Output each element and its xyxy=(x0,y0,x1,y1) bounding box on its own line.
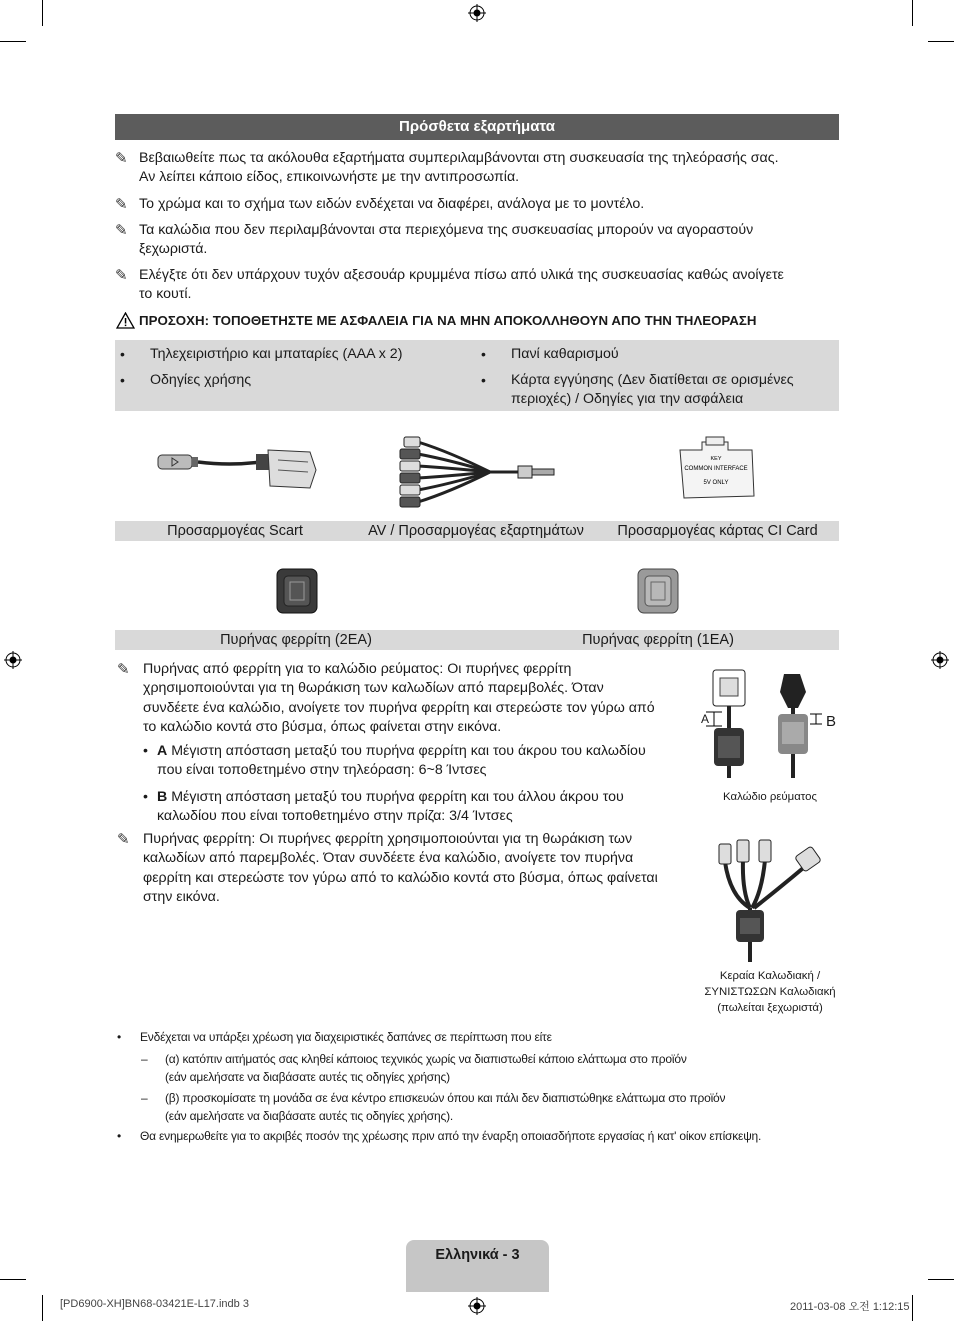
caption-ci: Προσαρμογέας κάρτας CI Card xyxy=(617,523,818,539)
registration-mark-icon xyxy=(931,651,949,669)
crop-mark xyxy=(912,0,913,26)
caption-ferrite-1ea: Πυρήνας φερρίτη (1EA) xyxy=(582,632,734,648)
caption-scart: Προσαρμογέας Scart xyxy=(167,523,303,539)
imprint-date: 2011-03-08 오전 1:12:15 xyxy=(790,1301,910,1313)
pencil-note-icon: ✎ xyxy=(115,267,128,284)
registration-mark-icon xyxy=(468,1297,486,1315)
pencil-note-icon: ✎ xyxy=(115,196,128,213)
pencil-note-icon: ✎ xyxy=(117,831,130,848)
label-a: A xyxy=(701,712,710,726)
power-cable-caption: Καλώδιο ρεύματος xyxy=(723,791,817,803)
svg-text:COMMON INTERFACE: COMMON INTERFACE xyxy=(684,466,748,472)
pencil-note-icon: ✎ xyxy=(115,150,128,167)
crop-mark xyxy=(912,1295,913,1321)
ferrite-caption-row xyxy=(115,630,839,650)
crop-mark xyxy=(42,1295,43,1321)
list-item: • Κάρτα εγγύησης (Δεν διατίθεται σε ορισμένες περιοχές) / Οδηγίες για την ασφάλεια xyxy=(481,372,794,407)
accessory-caption-row xyxy=(115,521,839,541)
warning-icon xyxy=(116,312,135,329)
ferrite-core-2ea-image xyxy=(276,568,318,614)
registration-mark-icon xyxy=(468,4,486,22)
section-title: Πρόσθετα εξαρτήματα xyxy=(115,114,839,140)
crop-mark xyxy=(0,41,26,42)
pencil-note-icon: ✎ xyxy=(117,661,130,678)
registration-mark-icon xyxy=(4,651,22,669)
crop-mark xyxy=(42,0,43,26)
note: ✎ Το χρώμα και το σχήμα των ειδών ενδέχεται να διαφέρει, ανάλογα με το μοντέλο. xyxy=(115,196,645,213)
imprint-file: [PD6900-XH]BN68-03421E-L17.indb 3 xyxy=(60,1298,249,1310)
note: ✎ Ελέγξτε ότι δεν υπάρχουν τυχόν αξεσουάρ κρυμμένα πίσω από υλικά της συσκευασίας καθώς ανοίγετε το κουτί. xyxy=(115,267,784,302)
crop-mark xyxy=(928,41,954,42)
antenna-caption: Κεραία Καλωδιακή / ΣΥΝΙΣΤΩΣΩΝ Καλωδιακή (πωλείται ξεχωριστά) xyxy=(704,970,836,1014)
scart-adapter-image xyxy=(150,440,320,490)
caption-ferrite-2ea: Πυρήνας φερρίτη (2EA) xyxy=(220,632,372,648)
av-component-adapter-image xyxy=(390,432,565,512)
ci-card-adapter-image xyxy=(672,436,762,506)
svg-text:KEY: KEY xyxy=(710,456,722,462)
antenna-component-cable-figure xyxy=(712,836,827,966)
page-number: Ελληνικά - 3 xyxy=(406,1240,549,1292)
caption-av: AV / Προσαρμογέας εξαρτημάτων xyxy=(368,523,584,539)
note: ✎ Βεβαιωθείτε πως τα ακόλουθα εξαρτήματα συμπεριλαμβάνονται στη συσκευασία της τηλεόρασής σας. Αν λείπει κάποιο είδος, επικοινωνήστε με την αντιπροσωπία. xyxy=(115,150,779,185)
pencil-note-icon: ✎ xyxy=(115,222,128,239)
power-cable-ferrite-figure xyxy=(700,668,840,783)
label-b: B xyxy=(826,713,837,730)
svg-text:5V ONLY: 5V ONLY xyxy=(703,480,729,486)
crop-mark xyxy=(928,1279,954,1280)
crop-mark xyxy=(0,1279,26,1280)
note: ✎ Τα καλώδια που δεν περιλαμβάνονται στα περιεχόμενα της συσκευασίας μπορούν να αγοραστούν ξεχωριστά. xyxy=(115,222,754,257)
ferrite-core-1ea-image xyxy=(637,568,679,614)
